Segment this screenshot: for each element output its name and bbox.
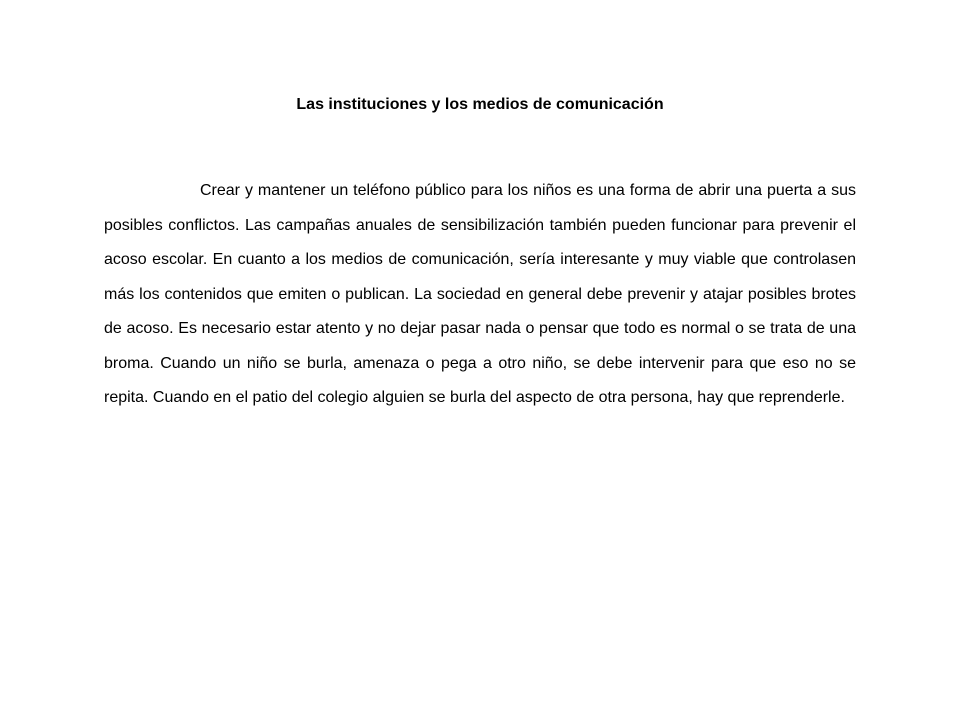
body-paragraph: Crear y mantener un teléfono público para los niños es una forma de abrir una puerta a sus posibles conflictos. Las campañas anuales de sensibilización también pueden funcionar para prevenir el acoso escolar. En cuanto a los medios de comunicación, sería interesante y muy viable que controlasen más los contenidos que emiten o publican. La sociedad en general debe prevenir y atajar posibles brotes de acoso. Es necesario estar atento y no dejar pasar nada o pensar que todo es normal o se trata de una broma. Cuando un niño se burla, amenaza o pega a otro niño, se debe intervenir para que eso no se repita. Cuando en el patio del colegio alguien se burla del aspecto de otra persona, hay que reprenderle. — [104, 182, 856, 406]
document-title: Las instituciones y los medios de comunicación — [296, 96, 664, 113]
